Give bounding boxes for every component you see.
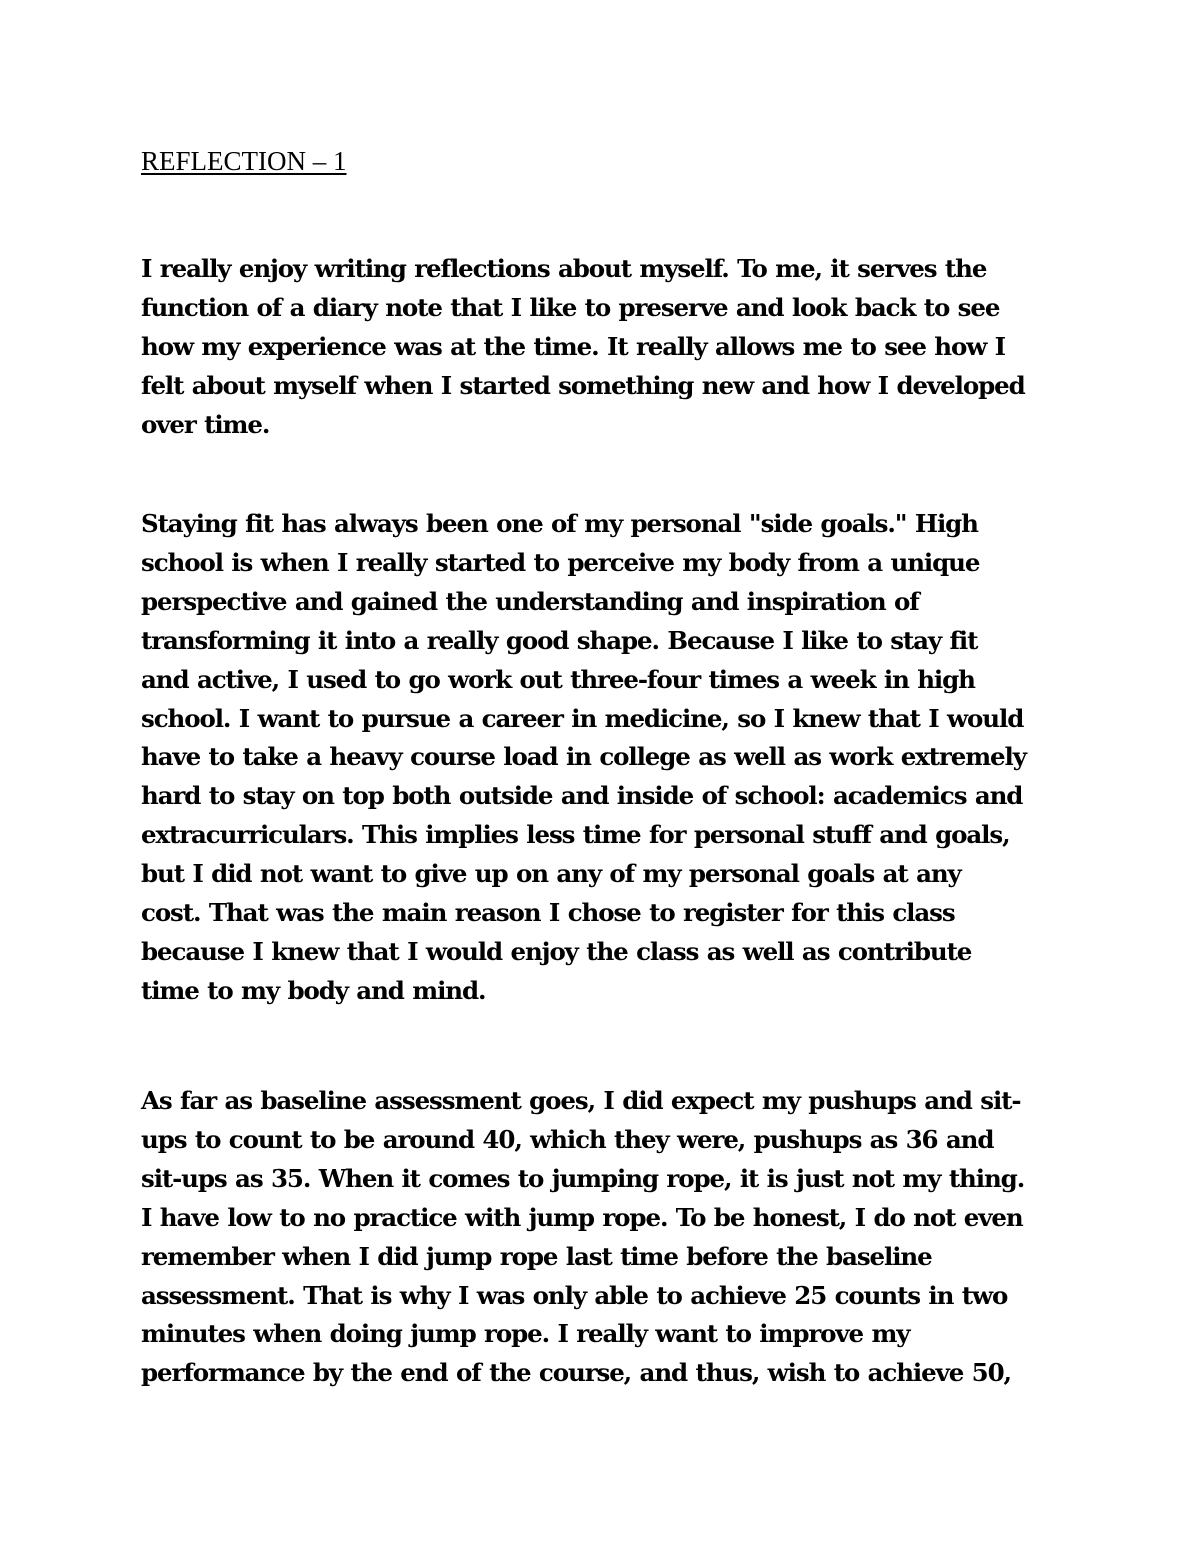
paragraph-1 [141,250,1025,445]
paragraph-line: I have low to no practice with jump rope. To be honest, I do not even [141,1202,1023,1232]
paragraph-line: over time. [141,409,270,439]
paragraph-line: function of a diary note that I like to preserve and look back to see [141,292,1000,322]
paragraph-line: Staying fit has always been one of my personal "side goals." High [141,509,978,538]
paragraph-line: extracurriculars. This implies less time for personal stuff and goals, [141,820,1010,850]
paragraph-3 [141,1082,1024,1393]
paragraph-line: and active, I used to go work out three-four times a week in high [141,664,975,694]
paragraph-line: school is when I really started to perceive my body from a unique [141,547,980,577]
paragraph-line: assessment. That is why I was only able to achieve 25 counts in two [141,1280,1008,1310]
paragraph-line: perspective and gained the understanding and inspiration of [141,586,919,616]
paragraph-2 [141,505,1026,1011]
paragraph-line: remember when I did jump rope last time before the baseline [141,1241,932,1271]
paragraph-line: hard to stay on top both outside and inside of school: academics and [141,781,1023,811]
paragraph-line: felt about myself when I started something new and how I developed [141,370,1025,400]
paragraph-line: performance by the end of the course, and thus, wish to achieve 50, [141,1358,1011,1388]
paragraph-line: sit-ups as 35. When it comes to jumping rope, it is just not my thing. [141,1163,1025,1193]
paragraph-line: time to my body and mind. [141,975,486,1005]
paragraph-line: but I did not want to give up on any of my personal goals at any [141,859,961,889]
paragraph-line: transforming it into a really good shape. Because I like to stay fit [141,625,978,655]
paragraph-line: school. I want to pursue a career in medicine, so I knew that I would [141,703,1024,733]
paragraph-line: because I knew that I would enjoy the class as well as contribute [141,936,972,966]
paragraph-line: As far as baseline assessment goes, I did expect my pushups and sit- [141,1086,1021,1115]
paragraph-line: ups to count to be around 40, which they were, pushups as 36 and [141,1124,994,1154]
paragraph-line: how my experience was at the time. It really allows me to see how I [141,331,1006,361]
paragraph-line: I really enjoy writing reflections about myself. To me, it serves the [141,254,987,283]
document-title: REFLECTION – 1 [141,146,347,176]
paragraph-line: minutes when doing jump rope. I really want to improve my [141,1319,910,1349]
paragraph-line: have to take a heavy course load in college as well as work extremely [141,742,1026,772]
paragraph-line: cost. That was the main reason I chose to register for this class [141,898,955,928]
